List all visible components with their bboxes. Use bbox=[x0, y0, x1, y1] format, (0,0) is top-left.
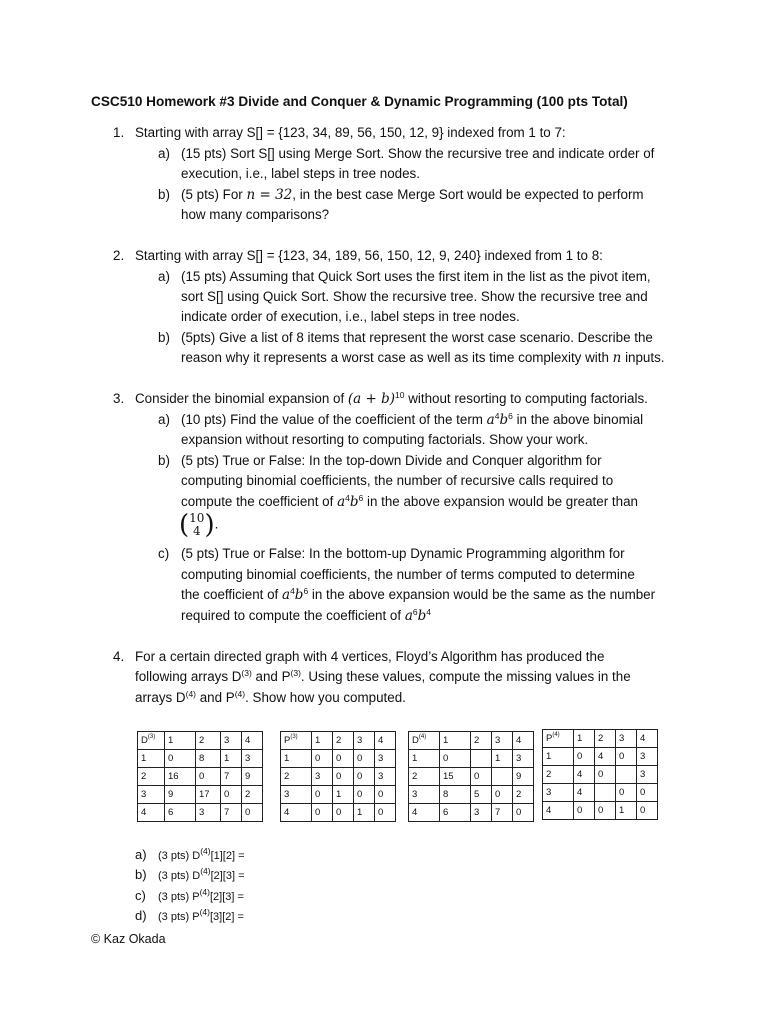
q1a-label: a) bbox=[158, 146, 170, 161]
q3b-line3: compute the coefficient of $a^4b^6$ in the above expansion would be greater than bbox=[181, 493, 638, 510]
matrix-cell: 0 bbox=[637, 802, 658, 820]
matrix-row-label: 4 bbox=[409, 804, 440, 822]
q1-number: 1. bbox=[113, 125, 125, 140]
matrix-cell: 6 bbox=[165, 804, 196, 822]
matrix-row bbox=[409, 768, 534, 786]
matrix-cell: 0 bbox=[616, 784, 637, 802]
matrix-cell: 0 bbox=[637, 784, 658, 802]
answer-a: a) (3 pts) $D^{(4)}[1][2]$ = bbox=[135, 846, 245, 862]
matrix-header-row bbox=[281, 732, 396, 750]
matrix-row bbox=[281, 750, 396, 768]
matrix-cell: 0 bbox=[513, 804, 534, 822]
matrix-cell: 4 bbox=[574, 784, 595, 802]
matrix-cell: 7 bbox=[221, 768, 242, 786]
matrix-cell: 3 bbox=[375, 750, 396, 768]
matrix-cell: 3 bbox=[196, 804, 221, 822]
answer-b: b) (3 pts) $D^{(4)}[2][3]$ = bbox=[135, 866, 245, 882]
matrix-header-row bbox=[138, 732, 263, 750]
matrix-cell: 0 bbox=[574, 748, 595, 766]
q2a-line1: (15 pts) Assuming that Quick Sort uses the first item in the list as the pivot item, bbox=[181, 269, 651, 284]
matrix-cell: 9 bbox=[165, 786, 196, 804]
matrix-cell: 0 bbox=[165, 750, 196, 768]
matrix-cell: 0 bbox=[492, 786, 513, 804]
matrix-cell: 2 bbox=[513, 786, 534, 804]
matrix-cell: 0 bbox=[242, 804, 263, 822]
matrix-header-cell: 3 bbox=[221, 732, 242, 750]
matrix-cell: 8 bbox=[440, 786, 471, 804]
matrix-row bbox=[138, 750, 263, 768]
matrix-cell: 0 bbox=[333, 804, 354, 822]
q1b-line2: how many comparisons? bbox=[181, 207, 330, 222]
matrix-corner-cell: $D^{(3)}$ bbox=[138, 732, 165, 750]
matrix-corner-cell: $P^{(3)}$ bbox=[281, 732, 312, 750]
matrix-cell: 3 bbox=[513, 750, 534, 768]
matrix-cell: 3 bbox=[637, 766, 658, 784]
q1a-line2: execution, i.e., label steps in tree nodes. bbox=[181, 166, 420, 181]
matrix-row-label: 2 bbox=[409, 768, 440, 786]
matrix-cell: 2 bbox=[242, 786, 263, 804]
matrix-cell: 1 bbox=[221, 750, 242, 768]
matrix-cell: 9 bbox=[242, 768, 263, 786]
q3a-label: a) bbox=[158, 412, 170, 427]
matrix-cell: 1 bbox=[616, 802, 637, 820]
matrix-row-label: 3 bbox=[281, 786, 312, 804]
matrix-cell: 4 bbox=[574, 766, 595, 784]
matrix-cell: 7 bbox=[492, 804, 513, 822]
matrix-row bbox=[409, 804, 534, 822]
matrix-cell: 3 bbox=[637, 748, 658, 766]
matrix-cell: 8 bbox=[196, 750, 221, 768]
q3a-line2: expansion without resorting to computing factorials. Show your work. bbox=[181, 432, 589, 447]
matrix-cell: 0 bbox=[354, 750, 375, 768]
matrix-header-cell: 2 bbox=[196, 732, 221, 750]
matrix-cell: 0 bbox=[221, 786, 242, 804]
matrix-row bbox=[281, 768, 396, 786]
matrix-cell: 3 bbox=[375, 768, 396, 786]
matrix-header-row bbox=[409, 732, 534, 750]
matrix-p3 bbox=[280, 731, 396, 822]
matrix-header-cell: 4 bbox=[637, 730, 658, 748]
matrix-cell: 0 bbox=[354, 786, 375, 804]
matrix-header-cell: 1 bbox=[440, 732, 471, 750]
matrix-cell: 7 bbox=[221, 804, 242, 822]
q2b-line2: reason why it represents a worst case as well as its time complexity with n inputs. bbox=[181, 350, 665, 366]
matrix-p4 bbox=[542, 729, 658, 820]
matrix-row-label: 2 bbox=[138, 768, 165, 786]
matrix-cell: 3 bbox=[471, 804, 492, 822]
matrix-header-cell: 3 bbox=[616, 730, 637, 748]
matrix-row-label: 1 bbox=[409, 750, 440, 768]
matrix-cell: 0 bbox=[354, 768, 375, 786]
matrix-cell: 5 bbox=[471, 786, 492, 804]
matrix-cell: 0 bbox=[375, 786, 396, 804]
matrix-cell: 0 bbox=[312, 786, 333, 804]
matrix-row-label: 2 bbox=[281, 768, 312, 786]
matrix-cell: 0 bbox=[471, 768, 492, 786]
q1-text: Starting with array S[] = {123, 34, 89, 56, 150, 12, 9} indexed from 1 to 7: bbox=[135, 125, 566, 140]
matrix-header-cell: 4 bbox=[513, 732, 534, 750]
matrix-cell: 4 bbox=[595, 748, 616, 766]
matrix-cell bbox=[616, 766, 637, 784]
matrix-cell: 1 bbox=[333, 786, 354, 804]
matrix-cell bbox=[595, 784, 616, 802]
matrix-cell: 9 bbox=[513, 768, 534, 786]
matrix-row bbox=[543, 802, 658, 820]
matrix-cell: 0 bbox=[333, 750, 354, 768]
q4-line2: following arrays $D^{(3)}$ and $P^{(3)}$. Using these values, compute the missing values in the bbox=[135, 668, 631, 684]
matrix-row-label: 1 bbox=[281, 750, 312, 768]
q1b-line1: (5 pts) For n = 32, in the best case Merge Sort would be expected to perform bbox=[181, 187, 644, 203]
matrix-row-label: 2 bbox=[543, 766, 574, 784]
matrix-cell: 1 bbox=[492, 750, 513, 768]
matrix-row-label: 3 bbox=[138, 786, 165, 804]
answer-c: c) (3 pts) $P^{(4)}[2][3]$ = bbox=[135, 887, 244, 903]
matrix-row-label: 1 bbox=[138, 750, 165, 768]
matrix-cell: 6 bbox=[440, 804, 471, 822]
matrix-row bbox=[409, 750, 534, 768]
matrix-header-cell: 3 bbox=[492, 732, 513, 750]
matrix-corner-cell: $P^{(4)}$ bbox=[543, 730, 574, 748]
matrix-cell: 3 bbox=[312, 768, 333, 786]
matrix-header-cell: 2 bbox=[595, 730, 616, 748]
q3c-line3: the coefficient of $a^4b^6$ in the above expansion would be the same as the number bbox=[181, 586, 656, 603]
q2b-label: b) bbox=[158, 330, 170, 345]
matrix-row-label: 4 bbox=[281, 804, 312, 822]
matrix-cell bbox=[471, 750, 492, 768]
q3b-binomial: (10 4 ). bbox=[179, 510, 219, 540]
matrix-cell: 15 bbox=[440, 768, 471, 786]
matrix-row-label: 3 bbox=[409, 786, 440, 804]
q4-number: 4. bbox=[113, 649, 125, 664]
matrix-cell: 17 bbox=[196, 786, 221, 804]
matrix-cell: 0 bbox=[312, 804, 333, 822]
q2b-line1: (5pts) Give a list of 8 items that represent the worst case scenario. Describe the bbox=[181, 330, 653, 345]
answer-d: d) (3 pts) $P^{(4)}[3][2]$ = bbox=[135, 907, 244, 923]
matrix-header-cell: 2 bbox=[471, 732, 492, 750]
q3c-label: c) bbox=[158, 546, 170, 561]
q3b-line1: (5 pts) True or False: In the top-down Divide and Conquer algorithm for bbox=[181, 453, 602, 468]
matrix-row bbox=[543, 748, 658, 766]
q3c-line4: required to compute the coefficient of $a^6b^4$ bbox=[181, 607, 431, 624]
q1a-line1: (15 pts) Sort S[] using Merge Sort. Show the recursive tree and indicate order of bbox=[181, 146, 655, 161]
matrix-row-label: 1 bbox=[543, 748, 574, 766]
matrix-header-cell: 1 bbox=[165, 732, 196, 750]
q4-line3: arrays $D^{(4)}$ and $P^{(4)}$. Show how you computed. bbox=[135, 689, 406, 705]
matrix-cell: 0 bbox=[595, 802, 616, 820]
q3a-line1: (10 pts) Find the value of the coefficient of the term $a^4b^6$ in the above binomial bbox=[181, 411, 644, 428]
q2a-line3: indicate order of execution, i.e., label steps in tree nodes. bbox=[181, 309, 520, 324]
q4-line1: For a certain directed graph with 4 vertices, Floyd’s Algorithm has produced the bbox=[135, 649, 605, 664]
q3c-line2: computing binomial coefficients, the number of terms computed to determine bbox=[181, 567, 635, 582]
matrix-row bbox=[409, 786, 534, 804]
matrix-d3 bbox=[137, 731, 263, 822]
matrix-cell: 0 bbox=[333, 768, 354, 786]
q3-text: Consider the binomial expansion of $(a + b)^{10}$ without resorting to computing factorials. bbox=[135, 390, 648, 407]
matrix-row bbox=[281, 786, 396, 804]
matrix-corner-cell: $D^{(4)}$ bbox=[409, 732, 440, 750]
copyright-footer: © Kaz Okada bbox=[91, 932, 166, 946]
matrix-row bbox=[281, 804, 396, 822]
matrix-row bbox=[543, 784, 658, 802]
matrix-cell: 0 bbox=[375, 804, 396, 822]
matrix-header-cell: 3 bbox=[354, 732, 375, 750]
matrix-cell: 0 bbox=[574, 802, 595, 820]
matrix-cell: 3 bbox=[242, 750, 263, 768]
q3-number: 3. bbox=[113, 391, 125, 406]
matrix-header-cell: 4 bbox=[375, 732, 396, 750]
matrix-cell bbox=[492, 768, 513, 786]
matrix-header-cell: 4 bbox=[242, 732, 263, 750]
matrix-row-label: 4 bbox=[543, 802, 574, 820]
q2a-label: a) bbox=[158, 269, 170, 284]
matrix-row-label: 3 bbox=[543, 784, 574, 802]
matrix-row bbox=[138, 804, 263, 822]
matrix-row bbox=[138, 786, 263, 804]
matrix-row-label: 4 bbox=[138, 804, 165, 822]
document-title: CSC510 Homework #3 Divide and Conquer & Dynamic Programming (100 pts Total) bbox=[91, 94, 628, 109]
q2a-line2: sort S[] using Quick Sort. Show the recursive tree. Show the recursive tree and bbox=[181, 289, 648, 304]
q3b-label: b) bbox=[158, 453, 170, 468]
matrix-cell: 16 bbox=[165, 768, 196, 786]
matrix-cell: 1 bbox=[354, 804, 375, 822]
q2-text: Starting with array S[] = {123, 34, 189, 56, 150, 12, 9, 240} indexed from 1 to 8: bbox=[135, 248, 603, 263]
matrix-cell: 0 bbox=[196, 768, 221, 786]
matrix-row bbox=[138, 768, 263, 786]
q2-number: 2. bbox=[113, 248, 125, 263]
matrix-header-cell: 1 bbox=[574, 730, 595, 748]
matrix-cell: 0 bbox=[616, 748, 637, 766]
matrix-d4 bbox=[408, 731, 534, 822]
matrix-cell: 0 bbox=[312, 750, 333, 768]
q3b-line2: computing binomial coefficients, the number of recursive calls required to bbox=[181, 473, 614, 488]
matrix-header-cell: 1 bbox=[312, 732, 333, 750]
matrix-cell: 0 bbox=[595, 766, 616, 784]
matrix-header-row bbox=[543, 730, 658, 748]
q1b-label: b) bbox=[158, 187, 170, 202]
matrix-header-cell: 2 bbox=[333, 732, 354, 750]
q3c-line1: (5 pts) True or False: In the bottom-up Dynamic Programming algorithm for bbox=[181, 546, 625, 561]
matrix-row bbox=[543, 766, 658, 784]
matrix-cell: 0 bbox=[440, 750, 471, 768]
